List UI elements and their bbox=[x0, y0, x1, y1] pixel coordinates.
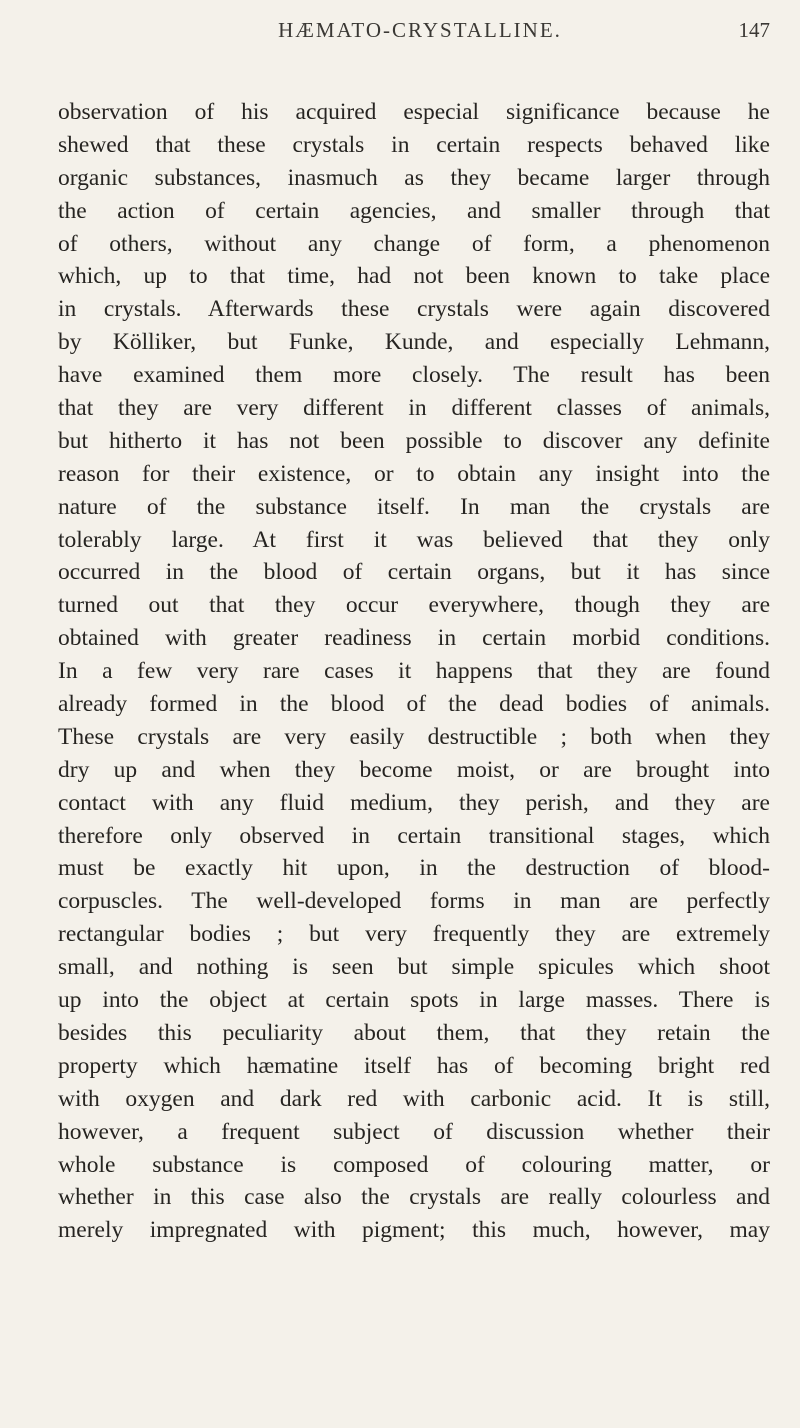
text-line: must be exactly hit upon, in the destruction of blood- bbox=[58, 855, 770, 882]
text-line: already formed in the blood of the dead bodies of animals. bbox=[58, 691, 770, 718]
text-line: by Kölliker, but Funke, Kunde, and especially Lehmann, bbox=[58, 329, 770, 356]
text-line: besides this peculiarity about them, that they retain the bbox=[58, 1019, 770, 1046]
text-line: property which hæmatine itself has of becoming bright red bbox=[58, 1052, 770, 1079]
text-line: have examined them more closely. The result has been bbox=[58, 362, 770, 389]
text-line: reason for their existence, or to obtain any insight into the bbox=[58, 460, 770, 487]
text-line: These crystals are very easily destructible ; both when they bbox=[58, 723, 770, 750]
text-line: whole substance is composed of colouring matter, or bbox=[58, 1151, 770, 1178]
text-line: organic substances, inasmuch as they became larger through bbox=[58, 164, 770, 191]
text-line: observation of his acquired especial significance because he bbox=[58, 99, 770, 125]
running-head bbox=[70, 18, 770, 52]
text-line: however, a frequent subject of discussion whether their bbox=[58, 1118, 770, 1145]
text-line: obtained with greater readiness in certain morbid conditions. bbox=[58, 625, 770, 652]
text-line: rectangular bodies ; but very frequently they are extremely bbox=[58, 921, 770, 948]
text-line: nature of the substance itself. In man the crystals are bbox=[58, 493, 770, 520]
text-line: merely impregnated with pigment; this much, however, may bbox=[58, 1217, 770, 1244]
text-line: occurred in the blood of certain organs, but it has since bbox=[58, 559, 770, 586]
text-line: which, up to that time, had not been known to take place bbox=[58, 263, 770, 290]
text-line: that they are very different in different classes of animals, bbox=[58, 395, 770, 422]
text-line: of others, without any change of form, a phenomenon bbox=[58, 230, 770, 257]
text-line: shewed that these crystals in certain respects behaved like bbox=[58, 131, 770, 158]
text-line: but hitherto it has not been possible to discover any definite bbox=[58, 427, 770, 454]
page-number: 147 bbox=[738, 18, 770, 42]
text-line: contact with any fluid medium, they perish, and they are bbox=[58, 789, 770, 816]
text-line: the action of certain agencies, and smaller through that bbox=[58, 197, 770, 224]
text-line: up into the object at certain spots in large masses. There is bbox=[58, 987, 770, 1014]
text-line: in crystals. Afterwards these crystals were again discovered bbox=[58, 296, 770, 323]
text-line: tolerably large. At first it was believed that they only bbox=[58, 526, 770, 553]
text-line: whether in this case also the crystals are really colourless and bbox=[58, 1184, 770, 1211]
text-line: turned out that they occur everywhere, though they are bbox=[58, 592, 770, 619]
text-line: therefore only observed in certain transitional stages, which bbox=[58, 822, 770, 849]
text-line: with oxygen and dark red with carbonic acid. It is still, bbox=[58, 1085, 770, 1112]
running-title: HÆMATO-CRYSTALLINE. bbox=[278, 18, 562, 42]
text-line: dry up and when they become moist, or are brought into bbox=[58, 756, 770, 783]
body-paragraph bbox=[58, 96, 770, 1247]
text-line: In a few very rare cases it happens that they are found bbox=[58, 658, 770, 685]
text-line: small, and nothing is seen but simple spicules which shoot bbox=[58, 954, 770, 981]
text-line: corpuscles. The well-developed forms in man are perfectly bbox=[58, 888, 770, 915]
